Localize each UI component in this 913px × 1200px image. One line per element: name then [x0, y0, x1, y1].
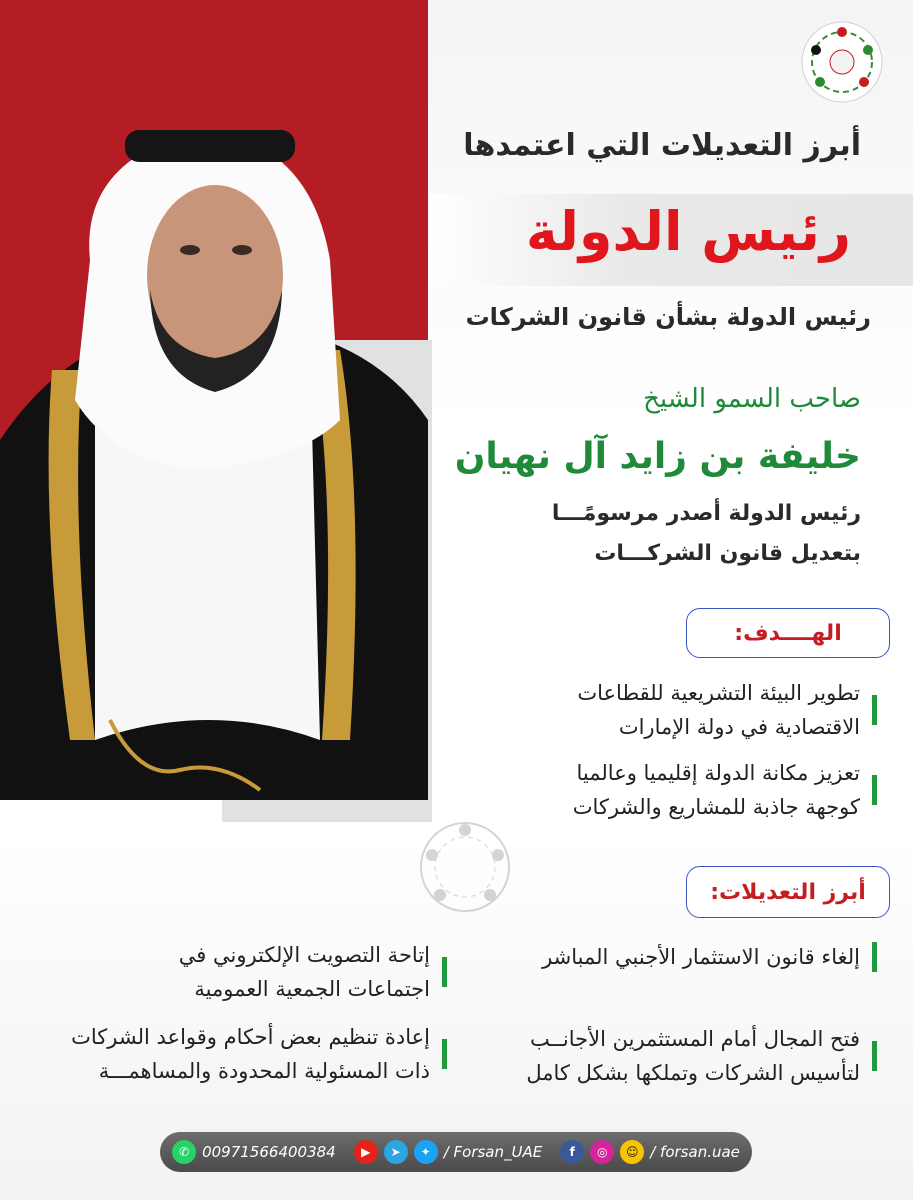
- facebook-icon[interactable]: f: [560, 1140, 584, 1164]
- twitter-icon[interactable]: ✦: [414, 1140, 438, 1164]
- snapchat-icon[interactable]: ☺: [620, 1140, 644, 1164]
- amendment-item-line-1: إعادة تنظيم بعض أحكام وقواعد الشركات: [71, 1025, 430, 1049]
- goal-item-line-1: تطوير البيئة التشريعية للقطاعات: [577, 681, 860, 705]
- amendment-item-line-1: فتح المجال أمام المستثمرين الأجانــب: [529, 1027, 860, 1051]
- amendment-item-line-2: اجتماعات الجمعية العمومية: [194, 977, 430, 1001]
- amendments-label: أبرز التعديلات:: [686, 866, 890, 918]
- youtube-icon[interactable]: ▶: [354, 1140, 378, 1164]
- forsan-logo: [800, 20, 884, 104]
- bullet-bar: [872, 695, 877, 725]
- bullet-bar: [442, 957, 447, 987]
- amendment-item-line-1: إلغاء قانون الاستثمار الأجنبي المباشر: [542, 945, 860, 969]
- decree-text: [552, 494, 861, 574]
- goal-item: [577, 676, 877, 744]
- handle-forsan-uae[interactable]: / Forsan_UAE: [443, 1143, 543, 1161]
- goal-item-line-2: كوجهة جاذبة للمشاريع والشركات: [572, 795, 860, 819]
- decree-line-1: رئيس الدولة أصدر مرسومًـــا: [551, 501, 861, 526]
- subtitle: رئيس الدولة بشأن قانون الشركات: [465, 303, 871, 331]
- decree-line-2: بتعديل قانون الشركـــات: [594, 541, 861, 566]
- bullet-bar: [872, 775, 877, 805]
- bullet-bar: [872, 942, 877, 972]
- amendment-item: [179, 938, 447, 1006]
- amendment-item: [526, 1022, 877, 1090]
- leader-name: خليفة بن زايد آل نهيان: [454, 436, 861, 477]
- honorific: صاحب السمو الشيخ: [643, 384, 861, 414]
- whatsapp-icon[interactable]: ✆: [172, 1140, 196, 1164]
- social-footer: [160, 1132, 752, 1172]
- goal-item-line-2: الاقتصادية في دولة الإمارات: [618, 715, 860, 739]
- goal-label: الهــــدف:: [686, 608, 890, 658]
- phone-number[interactable]: 00971566400384: [202, 1143, 336, 1161]
- handle-forsan-dot-uae[interactable]: / forsan.uae: [650, 1143, 740, 1161]
- goal-item-line-1: تعزيز مكانة الدولة إقليميا وعالميا: [576, 761, 860, 785]
- amendment-item: [71, 1020, 447, 1088]
- portrait-image: [0, 100, 428, 800]
- bullet-bar: [872, 1041, 877, 1071]
- bullet-bar: [442, 1039, 447, 1069]
- goal-item: [573, 756, 877, 824]
- amendment-item: [542, 940, 877, 974]
- main-title: رئيس الدولة: [525, 200, 851, 263]
- instagram-icon[interactable]: ◎: [590, 1140, 614, 1164]
- headline: أبرز التعديلات التي اعتمدها: [463, 128, 861, 163]
- amendment-item-line-2: ذات المسئولية المحدودة والمساهمـــة: [98, 1059, 430, 1083]
- amendment-item-line-1: إتاحة التصويت الإلكتروني في: [178, 943, 430, 967]
- telegram-icon[interactable]: ➤: [384, 1140, 408, 1164]
- amendment-item-line-2: لتأسيس الشركات وتملكها بشكل كامل: [526, 1061, 860, 1085]
- watermark-logo: [418, 820, 513, 915]
